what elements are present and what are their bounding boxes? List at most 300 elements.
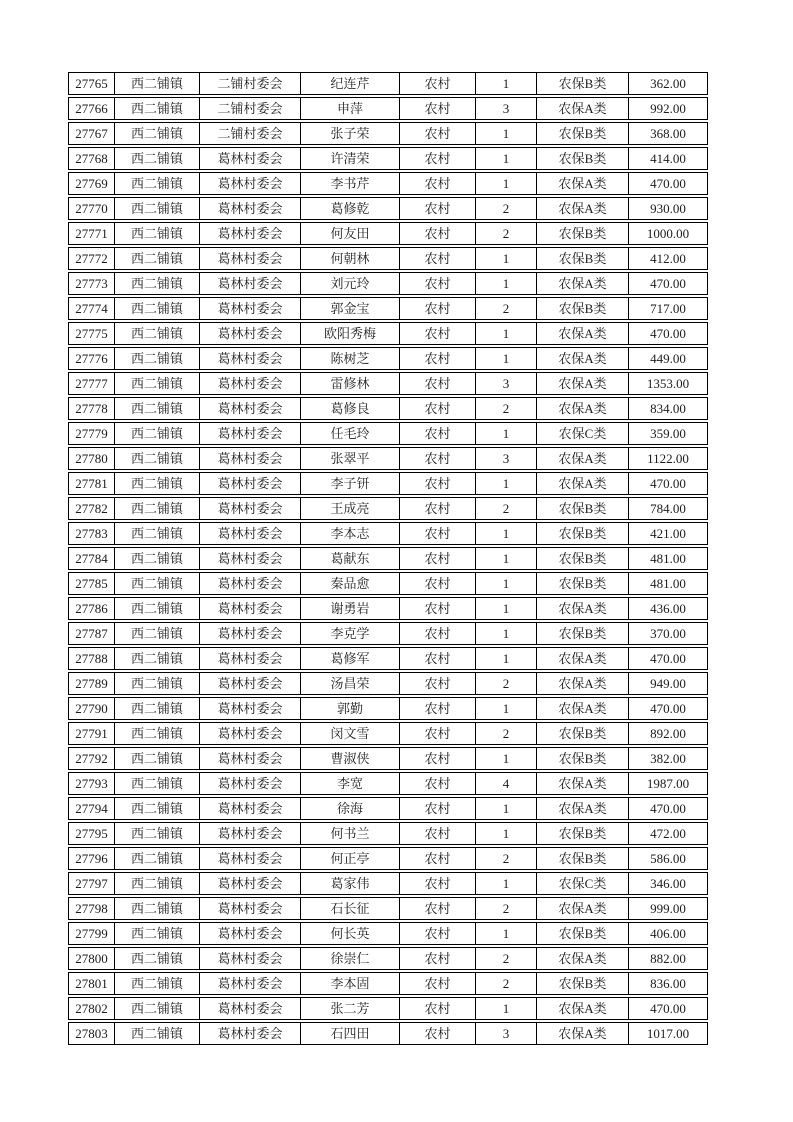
cell-amount: 362.00: [628, 72, 708, 95]
cell-household-type: 农村: [399, 222, 475, 245]
cell-person-count: 2: [475, 497, 536, 520]
cell-household-type: 农村: [399, 672, 475, 695]
cell-serial-number: 27776: [68, 347, 114, 370]
cell-amount: 586.00: [628, 847, 708, 870]
cell-town: 西二铺镇: [114, 422, 199, 445]
cell-person-count: 1: [475, 147, 536, 170]
cell-person-name: 李克学: [300, 622, 399, 645]
cell-household-type: 农村: [399, 822, 475, 845]
cell-town: 西二铺镇: [114, 822, 199, 845]
table-row: [68, 672, 708, 695]
cell-serial-number: 27794: [68, 797, 114, 820]
cell-person-count: 1: [475, 572, 536, 595]
table-body: [68, 72, 708, 1045]
cell-person-count: 1: [475, 347, 536, 370]
cell-household-type: 农村: [399, 872, 475, 895]
cell-town: 西二铺镇: [114, 347, 199, 370]
cell-village-committee: 葛林村委会: [199, 922, 300, 945]
cell-town: 西二铺镇: [114, 397, 199, 420]
cell-person-count: 2: [475, 222, 536, 245]
table-row: [68, 822, 708, 845]
table-row: [68, 622, 708, 645]
cell-town: 西二铺镇: [114, 1022, 199, 1045]
cell-town: 西二铺镇: [114, 947, 199, 970]
cell-town: 西二铺镇: [114, 322, 199, 345]
cell-town: 西二铺镇: [114, 522, 199, 545]
cell-serial-number: 27803: [68, 1022, 114, 1045]
cell-serial-number: 27798: [68, 897, 114, 920]
cell-person-count: 1: [475, 797, 536, 820]
table-row: [68, 697, 708, 720]
cell-household-type: 农村: [399, 472, 475, 495]
cell-village-committee: 二铺村委会: [199, 72, 300, 95]
cell-person-count: 1: [475, 822, 536, 845]
cell-household-type: 农村: [399, 347, 475, 370]
cell-town: 西二铺镇: [114, 697, 199, 720]
cell-person-name: 张子荣: [300, 122, 399, 145]
cell-insurance-category: 农保A类: [536, 947, 628, 970]
cell-amount: 470.00: [628, 797, 708, 820]
cell-serial-number: 27786: [68, 597, 114, 620]
table-row: [68, 797, 708, 820]
cell-household-type: 农村: [399, 722, 475, 745]
table-row: [68, 522, 708, 545]
cell-household-type: 农村: [399, 97, 475, 120]
cell-household-type: 农村: [399, 997, 475, 1020]
cell-household-type: 农村: [399, 797, 475, 820]
cell-person-count: 3: [475, 1022, 536, 1045]
cell-amount: 382.00: [628, 747, 708, 770]
cell-amount: 1017.00: [628, 1022, 708, 1045]
cell-person-count: 1: [475, 272, 536, 295]
cell-amount: 481.00: [628, 572, 708, 595]
cell-person-count: 1: [475, 597, 536, 620]
cell-village-committee: 葛林村委会: [199, 447, 300, 470]
cell-person-name: 何长英: [300, 922, 399, 945]
cell-household-type: 农村: [399, 247, 475, 270]
cell-person-count: 1: [475, 922, 536, 945]
table-row: [68, 722, 708, 745]
cell-person-count: 1: [475, 547, 536, 570]
cell-village-committee: 葛林村委会: [199, 697, 300, 720]
cell-serial-number: 27784: [68, 547, 114, 570]
cell-household-type: 农村: [399, 1022, 475, 1045]
cell-insurance-category: 农保A类: [536, 672, 628, 695]
cell-village-committee: 二铺村委会: [199, 122, 300, 145]
cell-amount: 470.00: [628, 647, 708, 670]
cell-insurance-category: 农保A类: [536, 772, 628, 795]
cell-amount: 1353.00: [628, 372, 708, 395]
cell-town: 西二铺镇: [114, 197, 199, 220]
cell-amount: 470.00: [628, 472, 708, 495]
cell-person-name: 何正亭: [300, 847, 399, 870]
cell-village-committee: 葛林村委会: [199, 747, 300, 770]
table-row: [68, 747, 708, 770]
cell-amount: 892.00: [628, 722, 708, 745]
cell-town: 西二铺镇: [114, 222, 199, 245]
cell-person-count: 1: [475, 322, 536, 345]
cell-person-name: 李本固: [300, 972, 399, 995]
cell-serial-number: 27778: [68, 397, 114, 420]
cell-insurance-category: 农保B类: [536, 847, 628, 870]
cell-amount: 470.00: [628, 997, 708, 1020]
cell-insurance-category: 农保B类: [536, 497, 628, 520]
cell-serial-number: 27771: [68, 222, 114, 245]
cell-amount: 470.00: [628, 272, 708, 295]
cell-household-type: 农村: [399, 447, 475, 470]
cell-village-committee: 葛林村委会: [199, 272, 300, 295]
cell-village-committee: 葛林村委会: [199, 247, 300, 270]
cell-household-type: 农村: [399, 372, 475, 395]
table-row: [68, 97, 708, 120]
cell-person-name: 任毛玲: [300, 422, 399, 445]
table-row: [68, 597, 708, 620]
table-row: [68, 847, 708, 870]
cell-town: 西二铺镇: [114, 297, 199, 320]
cell-serial-number: 27772: [68, 247, 114, 270]
cell-person-name: 李本志: [300, 522, 399, 545]
cell-person-name: 石四田: [300, 1022, 399, 1045]
cell-household-type: 农村: [399, 897, 475, 920]
cell-amount: 414.00: [628, 147, 708, 170]
cell-person-name: 欧阳秀梅: [300, 322, 399, 345]
cell-village-committee: 葛林村委会: [199, 497, 300, 520]
cell-serial-number: 27773: [68, 272, 114, 295]
cell-person-name: 纪连芹: [300, 72, 399, 95]
table-row: [68, 322, 708, 345]
cell-village-committee: 葛林村委会: [199, 997, 300, 1020]
cell-insurance-category: 农保B类: [536, 972, 628, 995]
cell-serial-number: 27767: [68, 122, 114, 145]
cell-person-count: 2: [475, 297, 536, 320]
cell-person-name: 徐崇仁: [300, 947, 399, 970]
cell-village-committee: 葛林村委会: [199, 822, 300, 845]
table-row: [68, 272, 708, 295]
cell-insurance-category: 农保A类: [536, 397, 628, 420]
cell-insurance-category: 农保A类: [536, 197, 628, 220]
cell-household-type: 农村: [399, 422, 475, 445]
cell-town: 西二铺镇: [114, 147, 199, 170]
table-row: [68, 72, 708, 95]
cell-person-count: 2: [475, 397, 536, 420]
cell-serial-number: 27790: [68, 697, 114, 720]
cell-town: 西二铺镇: [114, 747, 199, 770]
cell-amount: 359.00: [628, 422, 708, 445]
table-row: [68, 447, 708, 470]
cell-insurance-category: 农保B类: [536, 622, 628, 645]
cell-person-name: 何友田: [300, 222, 399, 245]
cell-insurance-category: 农保B类: [536, 122, 628, 145]
table-row: [68, 772, 708, 795]
cell-amount: 882.00: [628, 947, 708, 970]
cell-town: 西二铺镇: [114, 722, 199, 745]
cell-insurance-category: 农保A类: [536, 897, 628, 920]
cell-serial-number: 27782: [68, 497, 114, 520]
cell-town: 西二铺镇: [114, 922, 199, 945]
cell-amount: 930.00: [628, 197, 708, 220]
cell-village-committee: 葛林村委会: [199, 197, 300, 220]
cell-person-name: 李书芹: [300, 172, 399, 195]
cell-village-committee: 葛林村委会: [199, 222, 300, 245]
cell-household-type: 农村: [399, 622, 475, 645]
cell-person-name: 葛修乾: [300, 197, 399, 220]
cell-amount: 346.00: [628, 872, 708, 895]
cell-insurance-category: 农保B类: [536, 572, 628, 595]
cell-person-count: 2: [475, 197, 536, 220]
cell-town: 西二铺镇: [114, 547, 199, 570]
cell-amount: 370.00: [628, 622, 708, 645]
cell-person-count: 1: [475, 247, 536, 270]
cell-person-count: 1: [475, 72, 536, 95]
cell-person-name: 曹淑侠: [300, 747, 399, 770]
cell-person-count: 2: [475, 722, 536, 745]
cell-village-committee: 葛林村委会: [199, 797, 300, 820]
table-row: [68, 347, 708, 370]
cell-village-committee: 葛林村委会: [199, 547, 300, 570]
cell-town: 西二铺镇: [114, 872, 199, 895]
cell-household-type: 农村: [399, 597, 475, 620]
cell-serial-number: 27799: [68, 922, 114, 945]
cell-amount: 836.00: [628, 972, 708, 995]
cell-household-type: 农村: [399, 72, 475, 95]
cell-village-committee: 葛林村委会: [199, 372, 300, 395]
table-row: [68, 397, 708, 420]
cell-village-committee: 葛林村委会: [199, 672, 300, 695]
cell-serial-number: 27779: [68, 422, 114, 445]
cell-amount: 436.00: [628, 597, 708, 620]
cell-town: 西二铺镇: [114, 897, 199, 920]
cell-person-count: 1: [475, 472, 536, 495]
cell-amount: 421.00: [628, 522, 708, 545]
cell-household-type: 农村: [399, 697, 475, 720]
cell-person-count: 1: [475, 872, 536, 895]
cell-village-committee: 二铺村委会: [199, 97, 300, 120]
cell-serial-number: 27795: [68, 822, 114, 845]
cell-serial-number: 27768: [68, 147, 114, 170]
cell-village-committee: 葛林村委会: [199, 872, 300, 895]
cell-serial-number: 27774: [68, 297, 114, 320]
cell-town: 西二铺镇: [114, 847, 199, 870]
table-row: [68, 297, 708, 320]
table-row: [68, 947, 708, 970]
cell-serial-number: 27796: [68, 847, 114, 870]
cell-household-type: 农村: [399, 947, 475, 970]
cell-person-count: 3: [475, 97, 536, 120]
cell-person-name: 申萍: [300, 97, 399, 120]
cell-person-count: 1: [475, 622, 536, 645]
cell-household-type: 农村: [399, 747, 475, 770]
cell-village-committee: 葛林村委会: [199, 597, 300, 620]
cell-serial-number: 27777: [68, 372, 114, 395]
cell-person-count: 2: [475, 672, 536, 695]
cell-insurance-category: 农保A类: [536, 347, 628, 370]
cell-insurance-category: 农保A类: [536, 272, 628, 295]
cell-village-committee: 葛林村委会: [199, 1022, 300, 1045]
cell-amount: 1122.00: [628, 447, 708, 470]
table-row: [68, 872, 708, 895]
cell-person-name: 李子钘: [300, 472, 399, 495]
cell-village-committee: 葛林村委会: [199, 322, 300, 345]
cell-amount: 1987.00: [628, 772, 708, 795]
cell-person-name: 谢勇岩: [300, 597, 399, 620]
table-row: [68, 247, 708, 270]
cell-insurance-category: 农保A类: [536, 1022, 628, 1045]
cell-person-name: 刘元玲: [300, 272, 399, 295]
cell-person-name: 秦品愈: [300, 572, 399, 595]
cell-town: 西二铺镇: [114, 672, 199, 695]
cell-amount: 449.00: [628, 347, 708, 370]
cell-insurance-category: 农保A类: [536, 372, 628, 395]
cell-person-name: 汤昌荣: [300, 672, 399, 695]
cell-person-name: 徐海: [300, 797, 399, 820]
cell-household-type: 农村: [399, 772, 475, 795]
cell-village-committee: 葛林村委会: [199, 772, 300, 795]
cell-insurance-category: 农保B类: [536, 147, 628, 170]
cell-town: 西二铺镇: [114, 72, 199, 95]
cell-village-committee: 葛林村委会: [199, 172, 300, 195]
cell-person-name: 何朝林: [300, 247, 399, 270]
cell-person-count: 1: [475, 122, 536, 145]
table-row: [68, 897, 708, 920]
cell-insurance-category: 农保A类: [536, 997, 628, 1020]
cell-person-name: 葛献东: [300, 547, 399, 570]
cell-insurance-category: 农保C类: [536, 872, 628, 895]
cell-person-count: 2: [475, 847, 536, 870]
cell-village-committee: 葛林村委会: [199, 622, 300, 645]
cell-town: 西二铺镇: [114, 497, 199, 520]
cell-serial-number: 27787: [68, 622, 114, 645]
cell-town: 西二铺镇: [114, 772, 199, 795]
cell-household-type: 农村: [399, 497, 475, 520]
cell-household-type: 农村: [399, 922, 475, 945]
cell-village-committee: 葛林村委会: [199, 397, 300, 420]
cell-amount: 406.00: [628, 922, 708, 945]
table-row: [68, 497, 708, 520]
cell-person-count: 3: [475, 447, 536, 470]
cell-household-type: 农村: [399, 572, 475, 595]
cell-amount: 470.00: [628, 172, 708, 195]
cell-insurance-category: 农保A类: [536, 597, 628, 620]
pension-roster-table: [68, 70, 708, 1047]
cell-serial-number: 27792: [68, 747, 114, 770]
cell-household-type: 农村: [399, 122, 475, 145]
table-row: [68, 972, 708, 995]
cell-insurance-category: 农保B类: [536, 747, 628, 770]
cell-person-name: 张翠平: [300, 447, 399, 470]
cell-person-count: 2: [475, 897, 536, 920]
table-row: [68, 922, 708, 945]
table-row: [68, 147, 708, 170]
cell-insurance-category: 农保B类: [536, 922, 628, 945]
cell-town: 西二铺镇: [114, 272, 199, 295]
cell-town: 西二铺镇: [114, 447, 199, 470]
cell-household-type: 农村: [399, 547, 475, 570]
cell-person-count: 1: [475, 172, 536, 195]
cell-insurance-category: 农保A类: [536, 797, 628, 820]
table-row: [68, 197, 708, 220]
table-row: [68, 222, 708, 245]
cell-village-committee: 葛林村委会: [199, 722, 300, 745]
cell-insurance-category: 农保A类: [536, 472, 628, 495]
cell-person-name: 石长征: [300, 897, 399, 920]
cell-amount: 368.00: [628, 122, 708, 145]
cell-village-committee: 葛林村委会: [199, 897, 300, 920]
cell-town: 西二铺镇: [114, 372, 199, 395]
cell-insurance-category: 农保A类: [536, 322, 628, 345]
cell-amount: 412.00: [628, 247, 708, 270]
cell-person-name: 雷修林: [300, 372, 399, 395]
cell-amount: 784.00: [628, 497, 708, 520]
cell-amount: 470.00: [628, 697, 708, 720]
cell-village-committee: 葛林村委会: [199, 522, 300, 545]
cell-person-name: 何书兰: [300, 822, 399, 845]
cell-amount: 717.00: [628, 297, 708, 320]
cell-insurance-category: 农保B类: [536, 222, 628, 245]
cell-household-type: 农村: [399, 647, 475, 670]
cell-person-count: 1: [475, 522, 536, 545]
cell-insurance-category: 农保B类: [536, 247, 628, 270]
cell-town: 西二铺镇: [114, 622, 199, 645]
cell-village-committee: 葛林村委会: [199, 647, 300, 670]
cell-insurance-category: 农保A类: [536, 647, 628, 670]
cell-insurance-category: 农保B类: [536, 522, 628, 545]
cell-person-name: 葛家伟: [300, 872, 399, 895]
cell-village-committee: 葛林村委会: [199, 972, 300, 995]
cell-person-count: 2: [475, 947, 536, 970]
cell-person-count: 1: [475, 997, 536, 1020]
table-row: [68, 172, 708, 195]
cell-serial-number: 27780: [68, 447, 114, 470]
cell-household-type: 农村: [399, 272, 475, 295]
cell-person-name: 郭勤: [300, 697, 399, 720]
table-row: [68, 1022, 708, 1045]
cell-household-type: 农村: [399, 847, 475, 870]
cell-serial-number: 27793: [68, 772, 114, 795]
table-row: [68, 422, 708, 445]
cell-serial-number: 27789: [68, 672, 114, 695]
cell-household-type: 农村: [399, 197, 475, 220]
cell-amount: 949.00: [628, 672, 708, 695]
cell-insurance-category: 农保A类: [536, 172, 628, 195]
cell-town: 西二铺镇: [114, 572, 199, 595]
cell-serial-number: 27765: [68, 72, 114, 95]
cell-village-committee: 葛林村委会: [199, 847, 300, 870]
cell-person-name: 葛修良: [300, 397, 399, 420]
cell-serial-number: 27766: [68, 97, 114, 120]
cell-serial-number: 27802: [68, 997, 114, 1020]
cell-town: 西二铺镇: [114, 797, 199, 820]
cell-amount: 481.00: [628, 547, 708, 570]
cell-person-name: 李宽: [300, 772, 399, 795]
cell-town: 西二铺镇: [114, 97, 199, 120]
cell-village-committee: 葛林村委会: [199, 147, 300, 170]
cell-serial-number: 27791: [68, 722, 114, 745]
cell-insurance-category: 农保A类: [536, 697, 628, 720]
cell-town: 西二铺镇: [114, 122, 199, 145]
cell-household-type: 农村: [399, 522, 475, 545]
cell-insurance-category: 农保B类: [536, 547, 628, 570]
cell-town: 西二铺镇: [114, 597, 199, 620]
cell-village-committee: 葛林村委会: [199, 297, 300, 320]
table-row: [68, 472, 708, 495]
cell-amount: 992.00: [628, 97, 708, 120]
cell-insurance-category: 农保A类: [536, 97, 628, 120]
table-row: [68, 997, 708, 1020]
cell-serial-number: 27785: [68, 572, 114, 595]
cell-person-count: 3: [475, 372, 536, 395]
cell-insurance-category: 农保C类: [536, 422, 628, 445]
cell-person-name: 郭金宝: [300, 297, 399, 320]
